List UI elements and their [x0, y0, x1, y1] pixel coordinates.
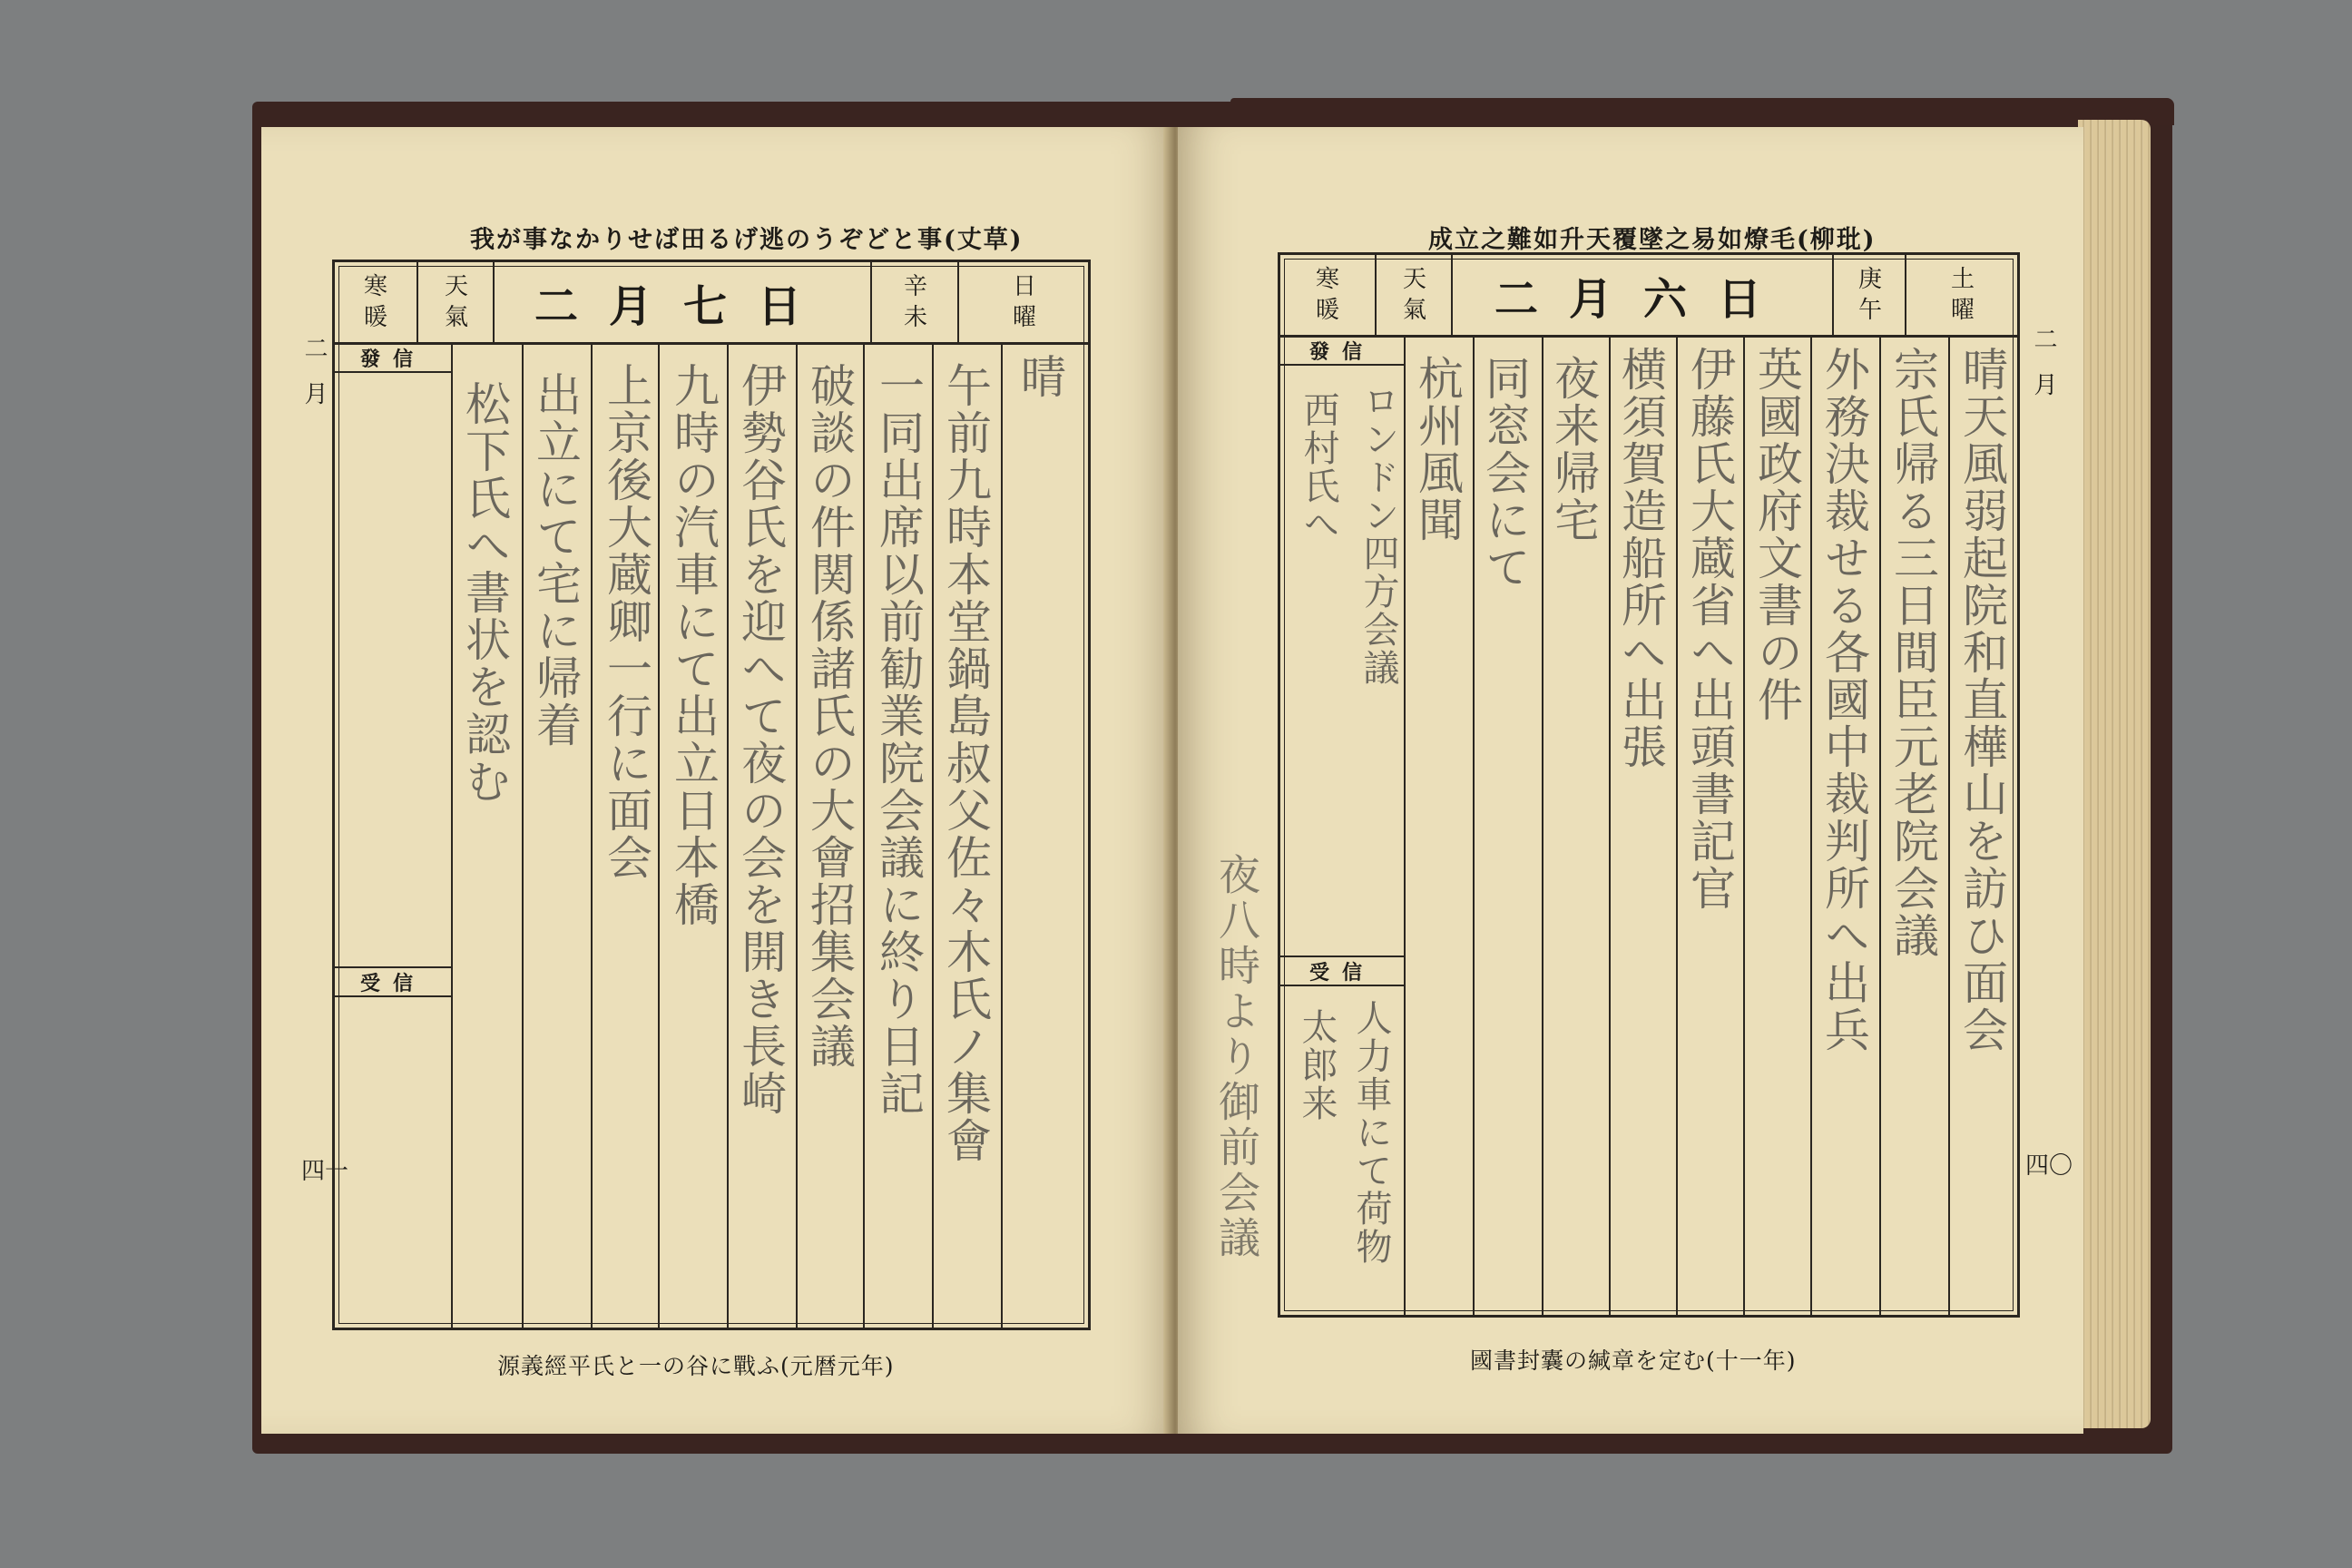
diary-entry-line: 出立にて宅に帰着 — [529, 371, 582, 749]
diary-entry-line: 横須賀造船所へ出張 — [1614, 346, 1667, 770]
left-page-number: 四一 — [301, 1158, 349, 1185]
diary-entry-line: 松下氏へ書状を認む — [458, 380, 511, 805]
left-diary-frame — [332, 260, 1091, 1330]
right-header-row — [1280, 255, 2017, 338]
left-date: 二月七日 — [493, 262, 872, 342]
left-weather-label: 天 氣 — [416, 262, 495, 342]
col-rule — [1473, 335, 1475, 1315]
received-note: 太郎来 — [1296, 1008, 1338, 1122]
diary-entry-line: 九時の汽車にて出立日本橋 — [667, 362, 720, 928]
right-footer: 國書封囊の緘章を定む(十一年) — [1470, 1348, 1797, 1374]
diary-entry-line: 伊藤氏大蔵省へ出頭書記官 — [1683, 346, 1736, 912]
right-month-margin: 二月 — [2030, 327, 2057, 417]
right-page — [1178, 127, 2083, 1434]
col-rule — [1948, 335, 1950, 1315]
right-date: 二月六日 — [1451, 255, 1834, 335]
right-temp-label: 寒 暖 — [1315, 266, 1339, 324]
left-header-row — [335, 262, 1088, 345]
left-motto: 我が事なかりせば田るげ逃のうぞどと事(丈草) — [470, 226, 1024, 254]
diary-entry-line: 破談の件関係諸氏の大會招集会議 — [803, 362, 856, 1070]
diary-entry-line: 一同出席以前勧業院会議に終り日記 — [872, 362, 925, 1117]
sent-note: 西村氏へ — [1298, 391, 1339, 544]
left-weekday: 日 曜 — [957, 262, 1090, 342]
col-rule — [1810, 335, 1812, 1315]
diary-entry-line: 伊勢谷氏を迎へて夜の会を開き長崎 — [734, 362, 787, 1117]
col-rule — [1743, 335, 1745, 1315]
right-weather-label: 天 氣 — [1375, 255, 1453, 335]
right-sent-label: 發信 — [1280, 337, 1404, 366]
left-sent-label: 發信 — [335, 344, 451, 373]
diary-entry-line: 上京後大蔵卿一行に面会 — [600, 362, 652, 881]
col-rule — [1879, 335, 1881, 1315]
col-rule — [658, 342, 660, 1328]
diary-entry-line: 晴 — [1014, 353, 1066, 400]
col-rule — [863, 342, 865, 1328]
col-rule — [522, 342, 524, 1328]
diary-entry-line: 英國政府文書の件 — [1750, 346, 1803, 723]
col-rule — [451, 342, 453, 1328]
right-ganzhi: 庚 午 — [1832, 255, 1906, 335]
right-weekday: 土 曜 — [1905, 255, 2019, 335]
left-page — [261, 127, 1174, 1434]
col-rule — [796, 342, 798, 1328]
col-rule — [1001, 342, 1003, 1328]
diary-entry-line: 晴天風弱起院和直樺山を訪ひ面会 — [1955, 346, 2008, 1054]
right-motto: 成立之難如升天覆墜之易如燎毛(柳玭) — [1428, 226, 1877, 254]
sent-note: ロンドン四方会議 — [1357, 382, 1399, 687]
diary-entry-line: 外務決裁せる各國中裁判所へ出兵 — [1818, 346, 1870, 1054]
margin-pencil-note: 夜八時より御前会議 — [1212, 853, 1261, 1261]
right-diary-frame — [1278, 252, 2020, 1318]
left-received-label: 受信 — [335, 968, 451, 997]
diary-entry-line: 杭州風聞 — [1411, 355, 1464, 544]
diary-entry-line: 宗氏帰る三日間臣元老院会議 — [1886, 346, 1939, 959]
col-rule — [1404, 335, 1406, 1315]
right-page-number: 四〇 — [2025, 1152, 2073, 1180]
left-month-margin: 二月 — [300, 336, 328, 426]
diary-entry-line: 同窓会にて — [1478, 355, 1531, 591]
left-temp-label: 寒 暖 — [363, 273, 387, 331]
col-rule — [932, 342, 934, 1328]
left-footer: 源義經平氏と一の谷に戰ふ(元暦元年) — [497, 1353, 895, 1379]
cover-edge — [1230, 98, 2174, 125]
diary-entry-line: 夜来帰宅 — [1547, 355, 1600, 544]
col-rule — [1676, 335, 1678, 1315]
diary-entry-line: 午前九時本堂鍋島叔父佐々木氏ノ集會 — [939, 362, 992, 1164]
col-rule — [591, 342, 593, 1328]
right-received-label: 受信 — [1280, 957, 1404, 986]
col-rule — [727, 342, 729, 1328]
left-ganzhi: 辛 未 — [870, 262, 959, 342]
col-rule — [1542, 335, 1544, 1315]
page-edges — [2078, 120, 2151, 1428]
col-rule — [1609, 335, 1611, 1315]
received-note: 人力車にて荷物 — [1350, 999, 1392, 1266]
